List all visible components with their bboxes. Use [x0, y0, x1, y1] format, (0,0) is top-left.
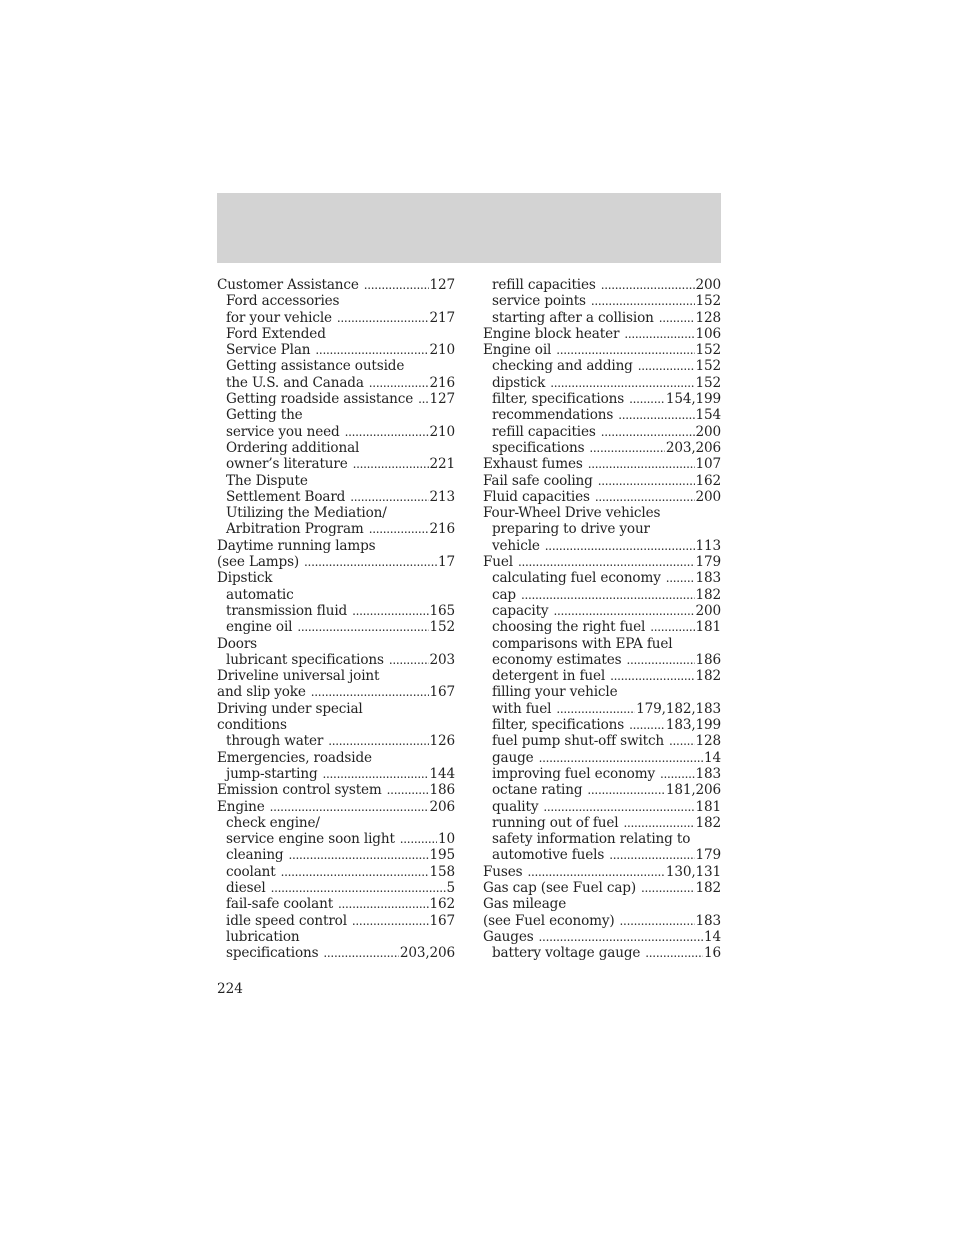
index-entry-page: 127: [429, 277, 455, 293]
index-entry: [483, 896, 721, 912]
index-entry: [483, 554, 721, 570]
index-entry-page: 186: [429, 782, 455, 799]
index-entry-text: calculating fuel economy: [492, 570, 661, 587]
index-entry-text: service engine soon light: [226, 831, 395, 848]
index-entry-page: 154,199: [665, 391, 721, 408]
index-entry-text: coolant: [226, 863, 276, 880]
index-entry-text: recommendations: [492, 407, 614, 424]
index-entry-page: 152: [429, 619, 455, 636]
dot-leader: [418, 391, 428, 407]
dot-leader: [352, 913, 429, 929]
dot-leader: [588, 456, 695, 472]
dot-leader: [623, 815, 694, 831]
index-entry: [217, 554, 455, 570]
index-entry: [483, 342, 721, 358]
dot-leader: [539, 750, 703, 766]
index-entry-page: 183: [695, 765, 721, 782]
dot-leader: [641, 880, 694, 896]
index-entry: [217, 277, 455, 293]
index-entry-page: 106: [695, 325, 721, 342]
index-entry-text: idle speed control: [226, 912, 347, 929]
dot-leader: [587, 782, 664, 798]
index-entry-page: 200: [695, 602, 721, 619]
index-entry: [483, 913, 721, 929]
index-entry: [483, 880, 721, 896]
index-entry: [217, 603, 455, 619]
index-entry-page: 203: [429, 651, 455, 668]
dot-leader: [521, 587, 695, 603]
index-entry-page: 200: [695, 277, 721, 293]
index-entry-text: economy estimates: [492, 651, 622, 668]
index-entry-text: checking and adding: [492, 358, 633, 375]
index-entry: [217, 896, 455, 912]
index-entry: [483, 782, 721, 798]
dot-leader: [364, 277, 429, 293]
dot-leader: [620, 913, 695, 929]
index-entry-page: 183: [695, 912, 721, 929]
index-entry-text: through water: [226, 733, 324, 750]
index-entry-page: 152: [695, 342, 721, 359]
dot-leader: [618, 407, 694, 423]
section-header-band: [217, 193, 721, 263]
index-entry-page: 213: [429, 488, 455, 505]
dot-leader: [669, 733, 694, 749]
dot-leader: [629, 391, 665, 407]
index-entry-text: Customer Assistance: [217, 277, 359, 293]
index-entry-text: filter, specifications: [492, 391, 625, 408]
index-entry: [483, 505, 721, 521]
index-entry-page: 183,199: [665, 717, 721, 734]
index-entry-text: with fuel: [492, 700, 552, 717]
index-entry-text: automatic: [226, 586, 294, 603]
index-entry-text: lubrication: [226, 928, 300, 945]
index-entry-page: 179: [695, 847, 721, 864]
index-entry-page: 126: [429, 733, 455, 750]
index-entry: [483, 750, 721, 766]
index-entry-page: 221: [429, 456, 455, 473]
dot-leader: [624, 326, 694, 342]
index-entry-text: choosing the right fuel: [492, 619, 646, 636]
index-entry-page: 5: [446, 879, 455, 896]
index-entry-text: Ford Extended: [226, 325, 326, 342]
index-entry: [483, 684, 721, 700]
index-entry-page: 203,206: [399, 945, 455, 962]
index-entry-text: conditions: [217, 717, 287, 734]
index-entry-page: 162: [429, 896, 455, 913]
index-entry: [483, 407, 721, 423]
dot-leader: [543, 799, 694, 815]
dot-leader: [666, 570, 695, 586]
index-entry-text: the U.S. and Canada: [226, 374, 364, 391]
index-entry-page: 14: [704, 749, 721, 766]
index-entry: [217, 473, 455, 489]
index-entry-text: lubricant specifications: [226, 651, 384, 668]
index-entry-page: 181,206: [665, 782, 721, 799]
index-entry-text: Driveline universal joint: [217, 668, 380, 685]
index-entry-page: 17: [438, 554, 455, 571]
index-entry-page: 144: [429, 765, 455, 782]
index-entry-text: jump-starting: [226, 765, 318, 782]
index-entry: [483, 326, 721, 342]
index-entry: [217, 407, 455, 423]
dot-leader: [595, 489, 695, 505]
index-entry: [217, 799, 455, 815]
index-entry-text: dipstick: [492, 374, 546, 391]
index-entry-text: octane rating: [492, 782, 583, 799]
index-entry-text: cleaning: [226, 847, 284, 864]
index-entry-text: running out of fuel: [492, 814, 619, 831]
index-entry-page: 165: [429, 602, 455, 619]
index-entry: [217, 391, 455, 407]
dot-leader: [271, 880, 446, 896]
index-entry: [483, 799, 721, 815]
index-entry: [217, 864, 455, 880]
index-entry: [483, 701, 721, 717]
index-entry: [217, 570, 455, 586]
index-entry-text: refill capacities: [492, 423, 596, 440]
index-entry: [217, 489, 455, 505]
index-entry: [483, 668, 721, 684]
index-entry: [483, 929, 721, 945]
index-entry: [483, 293, 721, 309]
index-entry-text: service points: [492, 293, 586, 310]
index-entry-page: 183: [695, 570, 721, 587]
index-entry-text: automotive fuels: [492, 847, 605, 864]
index-entry-page: 217: [429, 309, 455, 326]
index-entry-text: Driving under special: [217, 700, 363, 717]
dot-leader: [389, 652, 429, 668]
index-entry: [217, 456, 455, 472]
dot-leader: [328, 733, 428, 749]
index-entry-page: 128: [695, 733, 721, 750]
index-entry-text: Fail safe cooling: [483, 472, 593, 489]
index-entry-text: Ford accessories: [226, 293, 340, 310]
index-entry: [217, 587, 455, 603]
dot-leader: [345, 424, 429, 440]
index-entry: [483, 521, 721, 537]
index-entry: [483, 847, 721, 863]
index-entry-text: The Dispute: [226, 472, 308, 489]
index-entry: [483, 391, 721, 407]
index-entry: [483, 603, 721, 619]
dot-leader: [350, 489, 428, 505]
index-entry: [483, 945, 721, 961]
index-entry-text: transmission fluid: [226, 602, 348, 619]
dot-leader: [556, 342, 694, 358]
index-entry-page: 200: [695, 488, 721, 505]
dot-leader: [527, 864, 664, 880]
dot-leader: [337, 310, 429, 326]
index-entry-page: 200: [695, 423, 721, 440]
index-entry-text: preparing to drive your: [492, 521, 650, 538]
index-entry: [217, 636, 455, 652]
index-entry-page: 206: [429, 798, 455, 815]
index-entry: [217, 424, 455, 440]
index-entry-text: Engine block heater: [483, 325, 620, 342]
index-entry: [217, 750, 455, 766]
index-entry-text: engine oil: [226, 619, 293, 636]
index-entry: [483, 766, 721, 782]
index-entry-text: Doors: [217, 635, 257, 652]
index-entry-text: cap: [492, 586, 516, 603]
index-column-left: [217, 277, 455, 961]
dot-leader: [297, 619, 428, 635]
index-entry-text: Exhaust fumes: [483, 456, 583, 473]
index-entry: [483, 815, 721, 831]
index-entry: [483, 375, 721, 391]
index-entry: [217, 375, 455, 391]
dot-leader: [315, 342, 428, 358]
index-entry-text: quality: [492, 798, 539, 815]
index-entry-page: 182: [695, 814, 721, 831]
index-entry-page: 158: [429, 863, 455, 880]
index-entry-page: 10: [438, 831, 455, 848]
index-entry: [217, 538, 455, 554]
index-entry-text: capacity: [492, 602, 549, 619]
index-entry-text: owner’s literature: [226, 456, 348, 473]
index-entry-page: 154: [695, 407, 721, 424]
dot-leader: [539, 929, 703, 945]
index-entry: [217, 945, 455, 961]
index-entry: [483, 456, 721, 472]
index-entry-text: Gas mileage: [483, 896, 567, 913]
index-entry-page: 195: [429, 847, 455, 864]
dot-leader: [610, 668, 694, 684]
index-entry-text: Fluid capacities: [483, 488, 590, 505]
index-entry: [217, 929, 455, 945]
index-entry: [483, 619, 721, 635]
index-entry: [217, 652, 455, 668]
dot-leader: [352, 603, 428, 619]
index-entry-text: Fuses: [483, 863, 523, 880]
dot-leader: [589, 440, 664, 456]
dot-leader: [311, 684, 429, 700]
index-entry-text: filling your vehicle: [492, 684, 618, 701]
dot-leader: [550, 375, 694, 391]
index-entry-text: (see Fuel economy): [483, 912, 615, 929]
index-entry-text: comparisons with EPA fuel: [492, 635, 673, 652]
index-entry-page: 181: [695, 619, 721, 636]
index-entry-text: Ordering additional: [226, 439, 360, 456]
index-entry: [217, 766, 455, 782]
dot-leader: [650, 619, 694, 635]
index-entry-page: 186: [695, 651, 721, 668]
dot-leader: [545, 538, 695, 554]
index-entry: [217, 668, 455, 684]
index-entry: [217, 847, 455, 863]
index-entry: [483, 733, 721, 749]
index-entry-text: specifications: [226, 945, 319, 962]
index-entry-text: fail-safe coolant: [226, 896, 334, 913]
index-entry: [217, 619, 455, 635]
dot-leader: [659, 310, 695, 326]
dot-leader: [660, 766, 695, 782]
index-entry-text: Emission control system: [217, 782, 382, 799]
index-entry-page: 152: [695, 358, 721, 375]
dot-leader: [556, 701, 635, 717]
index-entry-page: 216: [429, 521, 455, 538]
index-entry: [217, 717, 455, 733]
index-entry-text: fuel pump shut-off switch: [492, 733, 665, 750]
index-entry: [483, 636, 721, 652]
index-entry-text: specifications: [492, 439, 585, 456]
index-entry: [217, 733, 455, 749]
index-entry: [483, 440, 721, 456]
index-entry-text: detergent in fuel: [492, 668, 606, 685]
index-entry: [483, 358, 721, 374]
dot-leader: [638, 358, 695, 374]
index-entry-page: 182: [695, 879, 721, 896]
dot-leader: [369, 375, 429, 391]
index-entry-text: refill capacities: [492, 277, 596, 293]
index-entry: [217, 684, 455, 700]
index-entry-page: 182: [695, 668, 721, 685]
index-entry-text: gauge: [492, 749, 534, 766]
index-entry-page: 14: [704, 928, 721, 945]
index-entry-text: filter, specifications: [492, 717, 625, 734]
dot-leader: [270, 799, 429, 815]
index-entry: [483, 587, 721, 603]
index-entry: [217, 358, 455, 374]
index-entry-text: Utilizing the Mediation/: [226, 505, 387, 522]
index-entry-text: Dipstick: [217, 570, 273, 587]
index-entry-page: 128: [695, 309, 721, 326]
index-entry: [217, 831, 455, 847]
index-entry: [217, 505, 455, 521]
dot-leader: [598, 473, 695, 489]
index-entry: [217, 342, 455, 358]
index-entry-text: for your vehicle: [226, 309, 332, 326]
index-entry: [217, 440, 455, 456]
dot-leader: [518, 554, 695, 570]
dot-leader: [645, 945, 703, 961]
dot-leader: [553, 603, 694, 619]
index-entry: [483, 864, 721, 880]
index-entry-text: Getting roadside assistance: [226, 391, 414, 408]
index-entry-text: and slip yoke: [217, 684, 306, 701]
index-entry-page: 182: [695, 586, 721, 603]
index-entry: [217, 310, 455, 326]
index-entry-text: vehicle: [492, 537, 540, 554]
dot-leader: [304, 554, 437, 570]
index-entry: [217, 521, 455, 537]
index-entry-text: Service Plan: [226, 342, 311, 359]
index-entry: [483, 424, 721, 440]
index-entry-page: 181: [695, 798, 721, 815]
index-entry: [483, 310, 721, 326]
index-entry-text: Gauges: [483, 928, 534, 945]
index-entry: [483, 538, 721, 554]
index-entry-text: battery voltage gauge: [492, 945, 641, 962]
dot-leader: [281, 864, 429, 880]
index-entry-text: Getting the: [226, 407, 303, 424]
index-entry-page: 130,131: [665, 863, 721, 880]
index-entry-text: Fuel: [483, 554, 513, 571]
index-entry: [483, 570, 721, 586]
index-entry-page: 167: [429, 684, 455, 701]
index-entry-text: Four-Wheel Drive vehicles: [483, 505, 661, 522]
index-entry-page: 107: [695, 456, 721, 473]
index-entry-page: 162: [695, 472, 721, 489]
index-entry-page: 203,206: [665, 439, 721, 456]
dot-leader: [591, 293, 695, 309]
index-entry-text: check engine/: [226, 814, 320, 831]
index-entry-text: diesel: [226, 879, 266, 896]
dot-leader: [629, 717, 665, 733]
index-entry-page: 16: [704, 945, 721, 962]
index-entry-page: 210: [429, 342, 455, 359]
index-entry-text: Engine oil: [483, 342, 552, 359]
dot-leader: [323, 766, 429, 782]
index-entry: [217, 782, 455, 798]
index-column-right: [483, 277, 721, 961]
index-entry: [483, 831, 721, 847]
index-entry: [217, 815, 455, 831]
index-entry: [483, 652, 721, 668]
index-entry-text: Getting assistance outside: [226, 358, 405, 375]
index-entry-text: Emergencies, roadside: [217, 749, 372, 766]
index-entry: [217, 913, 455, 929]
index-entry-text: safety information relating to: [492, 831, 691, 848]
index-entry: [483, 277, 721, 293]
dot-leader: [601, 424, 695, 440]
index-entry: [217, 326, 455, 342]
index-entry-page: 152: [695, 293, 721, 310]
index-entry-text: improving fuel economy: [492, 765, 655, 782]
index-entry-page: 127: [429, 391, 455, 408]
index-entry: [483, 489, 721, 505]
index-entry: [483, 473, 721, 489]
dot-leader: [387, 782, 429, 798]
index-entry-page: 216: [429, 374, 455, 391]
index-entry-text: Daytime running lamps: [217, 537, 376, 554]
page-number: 224: [217, 981, 243, 997]
index-entry-text: Arbitration Program: [226, 521, 364, 538]
dot-leader: [400, 831, 437, 847]
index-entry-page: 152: [695, 374, 721, 391]
index-entry-text: starting after a collision: [492, 309, 654, 326]
index-entry-text: Gas cap (see Fuel cap): [483, 879, 637, 896]
index-entry-text: Engine: [217, 798, 265, 815]
index-entry-page: 210: [429, 423, 455, 440]
index-entry: [217, 293, 455, 309]
index-entry-page: 113: [695, 537, 721, 554]
index-entry: [217, 701, 455, 717]
index-entry-text: Settlement Board: [226, 488, 346, 505]
dot-leader: [353, 456, 429, 472]
dot-leader: [626, 652, 694, 668]
dot-leader: [601, 277, 695, 293]
dot-leader: [288, 847, 428, 863]
index-entry-page: 167: [429, 912, 455, 929]
dot-leader: [338, 896, 428, 912]
dot-leader: [323, 945, 398, 961]
index-entry-text: service you need: [226, 423, 340, 440]
index-entry: [217, 880, 455, 896]
index-entry-text: (see Lamps): [217, 554, 300, 571]
index-entry-page: 179,182,183: [636, 700, 721, 717]
dot-leader: [609, 847, 694, 863]
index-entry: [483, 717, 721, 733]
dot-leader: [369, 521, 429, 537]
index-entry-page: 179: [695, 554, 721, 571]
